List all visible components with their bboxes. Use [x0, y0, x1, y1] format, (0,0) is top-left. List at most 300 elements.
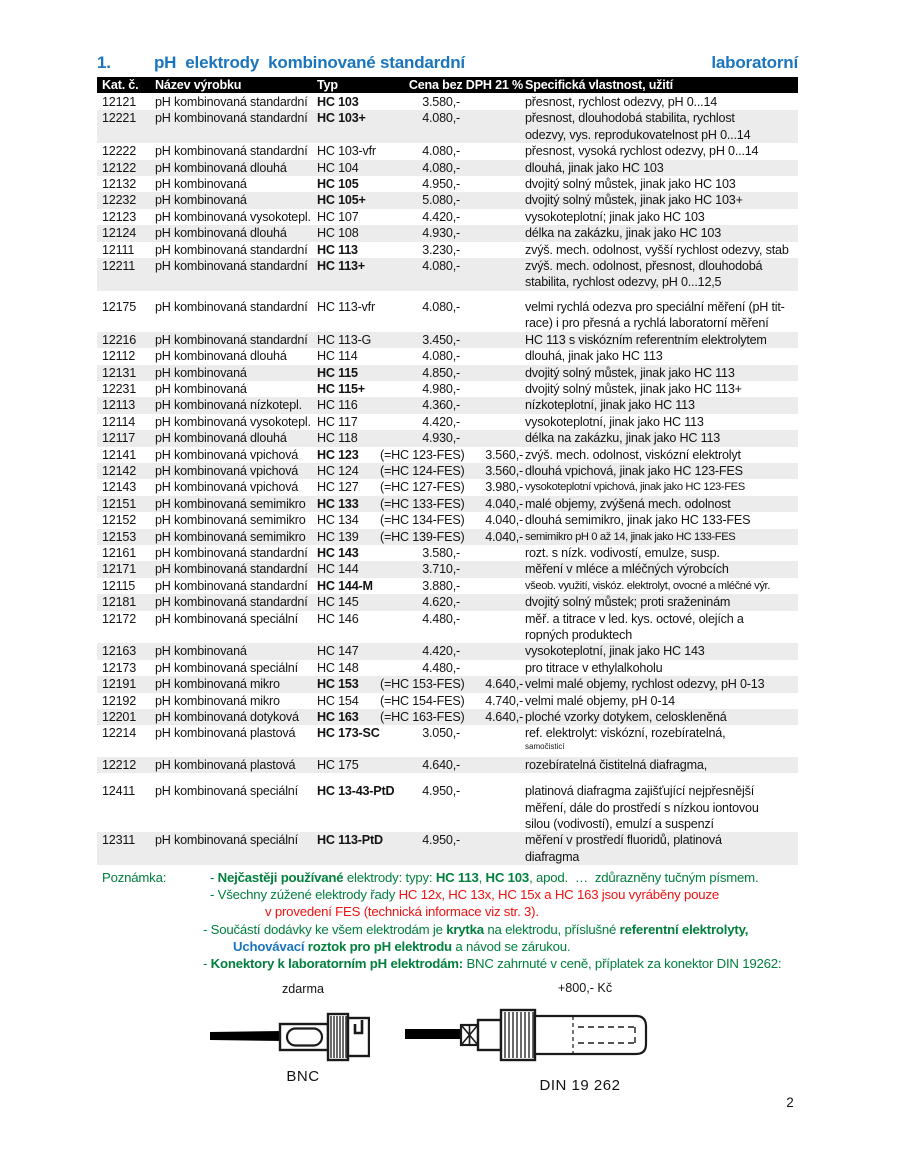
- table-header: [97, 77, 798, 93]
- cell-product-name: pH kombinovaná standardní: [155, 545, 308, 560]
- header-name: Název výrobku: [155, 78, 242, 92]
- cell-type-price: [317, 209, 525, 225]
- cell-type: HC 113-G: [317, 332, 372, 347]
- cell-price: 3.580,-: [422, 545, 460, 560]
- cell-price: 4.040,-: [485, 513, 523, 528]
- cell-description: [525, 94, 798, 110]
- description-line: přesnost, rychlost odezvy, pH 0...14: [525, 95, 718, 109]
- note-text: - Součástí dodávky ke všem elektrodám je: [203, 921, 447, 937]
- cell-type-fes: (=HC 124-FES): [380, 463, 465, 478]
- cell-catalog-number: 12113: [102, 398, 136, 413]
- note-text: v provedení FES (technická informace viz str. 3).: [265, 904, 539, 920]
- cell-product-name: pH kombinovaná standardní: [155, 259, 308, 274]
- cell-product-name: pH kombinovaná: [155, 644, 247, 659]
- description-line: zvýš. mech. odolnost, přesnost, dlouhodobá: [525, 259, 763, 274]
- cell-price: 3.450,-: [422, 332, 460, 347]
- description-line: měření v prostředí fluoridů, platinová: [525, 833, 722, 848]
- cell-description: [525, 832, 798, 865]
- cell-product-name: pH kombinovaná mikro: [155, 677, 280, 692]
- cell-type: HC 147: [317, 644, 359, 659]
- cell-type: HC 105: [317, 177, 359, 192]
- cell-type-price: [317, 430, 525, 446]
- cell-type-fes: (=HC 127-FES): [380, 480, 465, 495]
- cell-price: 3.560,-: [485, 463, 523, 478]
- cell-price: 3.560,-: [485, 447, 523, 462]
- cell-price: 4.950,-: [422, 833, 460, 848]
- cell-price: 4.420,-: [422, 414, 460, 429]
- section-title-right: laboratorní: [711, 53, 798, 72]
- cell-price: 4.080,-: [422, 160, 460, 175]
- header-spec: Specifická vlastnost, užití: [525, 78, 673, 92]
- table-row: [97, 529, 798, 545]
- note-text: a návod se zárukou.: [451, 938, 571, 954]
- cell-product-name: pH kombinovaná vysokotepl.: [155, 209, 311, 224]
- cell-type: HC 113+: [317, 259, 365, 274]
- cell-catalog-number: 12411: [102, 784, 136, 799]
- description-line: délka na zakázku, jinak jako HC 113: [525, 431, 721, 446]
- cell-catalog-number: 12231: [102, 381, 137, 396]
- cell-price: 4.620,-: [422, 595, 460, 610]
- cell-type: HC 143: [317, 545, 359, 560]
- cell-catalog-number: 12111: [102, 242, 135, 257]
- cell-catalog-number: 12181: [102, 595, 137, 610]
- description-line: platinová diafragma zajišťující nejpřesnější: [525, 784, 755, 799]
- cell-price: 3.880,-: [422, 578, 460, 593]
- cell-price: 4.640,-: [485, 710, 523, 725]
- cell-price: 4.480,-: [422, 611, 460, 626]
- table-row: [97, 160, 798, 176]
- table-row: [97, 693, 798, 709]
- cell-product-name: pH kombinovaná speciální: [155, 611, 298, 626]
- description-line: přesnost, vysoká rychlost odezvy, pH 0...14: [525, 144, 759, 159]
- cell-catalog-number: 12131: [102, 365, 137, 380]
- cell-catalog-number: 12192: [102, 693, 137, 708]
- notes-label: Poznámka:: [102, 870, 167, 885]
- table-row: [97, 242, 798, 258]
- din-connector-drawing: [405, 999, 660, 1075]
- cell-type-price: [317, 561, 525, 577]
- cell-price: 4.980,-: [422, 381, 460, 396]
- cell-catalog-number: 12311: [102, 833, 136, 848]
- cell-catalog-number: 12172: [102, 611, 137, 626]
- cell-product-name: pH kombinovaná standardní: [155, 242, 308, 257]
- cell-type-fes: (=HC 139-FES): [380, 529, 465, 544]
- cell-catalog-number: 12232: [102, 193, 137, 208]
- cell-catalog-number: 12112: [102, 349, 136, 364]
- cell-type: HC 113-vfr: [317, 299, 375, 314]
- cell-product-name: pH kombinovaná: [155, 381, 247, 396]
- cell-type: HC 175: [317, 757, 359, 772]
- cell-price: 4.080,-: [422, 259, 460, 274]
- cell-type-price: [317, 676, 525, 692]
- cell-product-name: pH kombinovaná standardní: [155, 95, 308, 109]
- cell-type: HC 144-M: [317, 578, 373, 593]
- cell-product-name: pH kombinovaná semimikro: [155, 513, 306, 528]
- table-row: [97, 757, 798, 773]
- cell-description: [525, 676, 798, 692]
- cell-product-name: pH kombinovaná standardní: [155, 111, 308, 126]
- table-row: [97, 332, 798, 348]
- cell-type: HC 144: [317, 562, 359, 577]
- note-line: [210, 886, 817, 903]
- cell-type: HC 107: [317, 209, 359, 224]
- cell-product-name: pH kombinovaná standardní: [155, 332, 308, 347]
- header-price: Cena bez DPH 21 %: [408, 78, 523, 92]
- description-line: diafragma: [525, 849, 580, 864]
- description-line: zvýš. mech. odolnost, vyšší rychlost odezvy, stab: [525, 242, 789, 257]
- cell-type: HC 153: [317, 677, 359, 692]
- cell-type: HC 113-PtD: [317, 833, 383, 848]
- note-text: elektrody: typy:: [343, 870, 436, 885]
- cell-type-fes: (=HC 134-FES): [380, 513, 465, 528]
- bnc-price-label: zdarma: [282, 982, 324, 996]
- cell-product-name: pH kombinovaná: [155, 365, 247, 380]
- table-row: [97, 348, 798, 364]
- note-line: [203, 955, 817, 972]
- cell-description: [525, 110, 798, 143]
- cell-type-price: [317, 143, 525, 159]
- cell-catalog-number: 12214: [102, 726, 137, 741]
- table-row: [97, 397, 798, 413]
- cell-type: HC 103: [317, 95, 359, 109]
- notes-section: [97, 869, 817, 972]
- cell-description: [525, 332, 798, 348]
- cell-catalog-number: 12142: [102, 463, 137, 478]
- cell-type: HC 104: [317, 160, 359, 175]
- table-row: [97, 512, 798, 528]
- cell-price: 4.040,-: [485, 529, 523, 544]
- cell-type-price: [317, 709, 525, 725]
- description-line: délka na zakázku, jinak jako HC 103: [525, 226, 722, 241]
- cell-product-name: pH kombinovaná semimikro: [155, 496, 306, 511]
- cell-product-name: pH kombinovaná dlouhá: [155, 226, 287, 241]
- table-row: [97, 381, 798, 397]
- cell-type-fes: (=HC 163-FES): [380, 710, 465, 725]
- table-row: [97, 611, 798, 644]
- cell-type: HC 117: [317, 414, 358, 429]
- table-row: [97, 447, 798, 463]
- table-row: [97, 832, 798, 865]
- din-price-label: +800,- Kč: [557, 981, 613, 995]
- note-text: HC 12x, HC 13x, HC 15x a HC 163 jsou vyráběny pouze: [398, 887, 719, 903]
- description-line: všeob. využití, viskóz. elektrolyt, ovocné a mléčné výr.: [525, 579, 770, 592]
- cell-description: [525, 611, 798, 644]
- cell-description: [525, 783, 798, 832]
- cell-description: [525, 348, 798, 364]
- cell-description: [525, 512, 798, 528]
- description-line: stabilita, rychlost odezvy, pH 0...12,5: [525, 275, 722, 290]
- cell-type: HC 127: [317, 480, 359, 495]
- description-line: vysokoteplotní vpichová, jinak jako HC 123-FES: [525, 481, 745, 494]
- cell-description: [525, 479, 798, 495]
- cell-price: 4.850,-: [422, 365, 460, 380]
- description-line: dlouhá semimikro, jinak jako HC 133-FES: [525, 513, 751, 528]
- cell-catalog-number: 12201: [102, 710, 137, 725]
- cell-type: HC 133: [317, 496, 359, 511]
- cell-type-price: [317, 332, 525, 348]
- table-body: [97, 94, 798, 865]
- cell-price: 4.950,-: [422, 177, 460, 192]
- table-row: [97, 365, 798, 381]
- cell-type: HC 146: [317, 611, 359, 626]
- cell-catalog-number: 12123: [102, 209, 137, 224]
- cell-catalog-number: 12161: [102, 545, 137, 560]
- cell-type: HC 145: [317, 595, 359, 610]
- cell-price: 3.980,-: [485, 480, 523, 495]
- cell-description: [525, 643, 798, 659]
- row-gap: [97, 291, 798, 299]
- cell-product-name: pH kombinovaná nízkotepl.: [155, 398, 302, 413]
- table-row: [97, 463, 798, 479]
- cell-type-price: [317, 757, 525, 773]
- cell-description: [525, 594, 798, 610]
- cell-type-price: [317, 643, 525, 659]
- table-row: [97, 94, 798, 110]
- cell-type: HC 108: [317, 226, 359, 241]
- table-row: [97, 299, 798, 332]
- cell-type-price: [317, 832, 525, 865]
- table-row: [97, 578, 798, 594]
- cell-type-fes: (=HC 133-FES): [380, 496, 465, 511]
- cell-product-name: pH kombinovaná speciální: [155, 660, 298, 675]
- table-row: [97, 430, 798, 446]
- cell-product-name: pH kombinovaná dlouhá: [155, 349, 287, 364]
- cell-product-name: pH kombinovaná standardní: [155, 562, 308, 577]
- cell-catalog-number: 12124: [102, 226, 137, 241]
- cell-product-name: pH kombinovaná plastová: [155, 757, 296, 772]
- description-line: dvojitý solný můstek, jinak jako HC 113: [525, 365, 735, 380]
- description-line: dvojitý solný můstek, jinak jako HC 103+: [525, 193, 743, 208]
- cell-description: [525, 225, 798, 241]
- cell-type: HC 114: [317, 349, 358, 364]
- cell-catalog-number: 12173: [102, 660, 137, 675]
- cell-type: HC 118: [317, 431, 358, 446]
- cell-type-price: [317, 512, 525, 528]
- cell-type-fes: (=HC 153-FES): [380, 677, 465, 692]
- cell-product-name: pH kombinovaná standardní: [155, 578, 308, 593]
- cell-type-price: [317, 94, 525, 110]
- cell-description: [525, 397, 798, 413]
- note-text: HC 113: [435, 870, 479, 885]
- cell-product-name: pH kombinovaná dlouhá: [155, 431, 287, 446]
- note-text: -: [203, 956, 211, 972]
- note-text: na elektrodu, příslušné: [483, 921, 620, 937]
- cell-price: 3.710,-: [422, 562, 460, 577]
- table-row: [97, 545, 798, 561]
- cell-catalog-number: 12121: [102, 95, 137, 109]
- cell-type-price: [317, 110, 525, 143]
- cell-catalog-number: 12115: [102, 578, 136, 593]
- cell-type-price: [317, 463, 525, 479]
- note-line: [203, 921, 817, 938]
- cell-product-name: pH kombinovaná: [155, 193, 247, 208]
- cell-price: 3.230,-: [422, 242, 460, 257]
- bnc-connector-drawing: [210, 1007, 370, 1071]
- table-row: [97, 496, 798, 512]
- description-line: velmi rychlá odezva pro speciální měření (pH tit-: [525, 299, 785, 314]
- description-line: vysokoteplotní, jinak jako HC 113: [525, 414, 704, 429]
- cell-description: [525, 209, 798, 225]
- cell-catalog-number: 12221: [102, 111, 137, 126]
- cell-type: HC 163: [317, 710, 359, 725]
- description-line: měření v mléce a mléčných výrobcích: [525, 562, 729, 577]
- cell-type-price: [317, 611, 525, 644]
- cell-catalog-number: 12222: [102, 144, 137, 159]
- description-line: velmi malé objemy, pH 0-14: [525, 693, 675, 708]
- description-line: dlouhá, jinak jako HC 103: [525, 160, 664, 175]
- cell-type: HC 173-SC: [317, 726, 380, 741]
- description-line: nízkoteplotní, jinak jako HC 113: [525, 398, 695, 413]
- cell-description: [525, 529, 798, 545]
- cell-description: [525, 447, 798, 463]
- cell-type-fes: (=HC 154-FES): [380, 693, 465, 708]
- cell-price: 4.080,-: [422, 144, 460, 159]
- cell-type-price: [317, 381, 525, 397]
- cell-type: HC 124: [317, 463, 359, 478]
- cell-type-price: [317, 447, 525, 463]
- cell-price: 4.640,-: [422, 757, 460, 772]
- description-line: HC 113 s viskózním referentním elektrolytem: [525, 332, 767, 347]
- cell-type-fes: (=HC 123-FES): [380, 447, 465, 462]
- cell-description: [525, 160, 798, 176]
- cell-description: [525, 299, 798, 332]
- cell-price: 4.930,-: [422, 226, 460, 241]
- bnc-caption: BNC: [286, 1068, 320, 1085]
- cell-catalog-number: 12191: [102, 677, 137, 692]
- table-row: [97, 225, 798, 241]
- cell-price: 4.480,-: [422, 660, 460, 675]
- cell-description: [525, 709, 798, 725]
- table-row: [97, 783, 798, 832]
- cell-type: HC 115+: [317, 381, 365, 396]
- description-line: rozt. s nízk. vodivostí, emulze, susp.: [525, 545, 720, 560]
- cell-price: 4.080,-: [422, 111, 460, 126]
- cell-description: [525, 430, 798, 446]
- cell-price: 4.080,-: [422, 349, 460, 364]
- cell-price: 4.640,-: [485, 677, 523, 692]
- header-typ: Typ: [317, 78, 338, 92]
- table-row: [97, 709, 798, 725]
- cell-description: [525, 561, 798, 577]
- cell-catalog-number: 12141: [102, 447, 137, 462]
- cell-description: [525, 192, 798, 208]
- description-subnote: samočisticí: [525, 741, 565, 751]
- cell-type-price: [317, 725, 525, 750]
- cell-catalog-number: 12132: [102, 177, 137, 192]
- cell-type-price: [317, 479, 525, 495]
- description-line: vysokoteplotní; jinak jako HC 103: [525, 209, 705, 224]
- cell-price: 3.050,-: [422, 726, 460, 741]
- description-line: velmi malé objemy, rychlost odezvy, pH 0-13: [525, 677, 765, 692]
- table-row: [97, 725, 798, 750]
- cell-type-price: [317, 545, 525, 561]
- cell-type: HC 139: [317, 529, 359, 544]
- cell-description: [525, 381, 798, 397]
- note-text: BNC zahrnuté v ceně, příplatek za konektor DIN 19262:: [463, 956, 782, 972]
- note-line: [233, 938, 817, 955]
- cell-type: HC 115: [317, 365, 358, 380]
- note-text: HC 103: [485, 870, 530, 885]
- cell-catalog-number: 12153: [102, 529, 137, 544]
- cell-type-price: [317, 693, 525, 709]
- cell-type: HC 154: [317, 693, 359, 708]
- cell-type-price: [317, 529, 525, 545]
- cell-type-price: [317, 594, 525, 610]
- cell-description: [525, 463, 798, 479]
- cell-type-price: [317, 660, 525, 676]
- cell-product-name: pH kombinovaná plastová: [155, 726, 296, 741]
- row-gap: [97, 773, 798, 783]
- cell-type-price: [317, 365, 525, 381]
- page-number: 2: [786, 1095, 794, 1110]
- note-text: referentní elektrolyty,: [619, 921, 749, 937]
- cell-product-name: pH kombinovaná vpichová: [155, 447, 299, 462]
- section-number: 1.: [97, 53, 111, 72]
- description-line: ploché vzorky dotykem, celoskleněná: [525, 710, 727, 725]
- description-line: dlouhá, jinak jako HC 113: [525, 349, 663, 364]
- cell-type: HC 123: [317, 447, 359, 462]
- note-text: Nejčastěji používané: [217, 870, 344, 885]
- description-line: rozebíratelná čistitelná diafragma,: [525, 757, 708, 772]
- cell-type-price: [317, 299, 525, 332]
- cell-product-name: pH kombinovaná standardní: [155, 299, 308, 314]
- cell-description: [525, 176, 798, 192]
- description-line: měř. a titrace v led. kys. octové, olejích a: [525, 611, 744, 626]
- description-line: ropných produktech: [525, 628, 633, 642]
- description-line: semimikro pH 0 až 14, jinak jako HC 133-FES: [525, 530, 736, 543]
- cell-catalog-number: 12143: [102, 480, 137, 495]
- note-text: krytka: [446, 921, 484, 937]
- description-line: dvojitý solný můstek, jinak jako HC 103: [525, 177, 736, 192]
- note-text: ,: [478, 870, 486, 885]
- cell-description: [525, 496, 798, 512]
- cell-catalog-number: 12152: [102, 513, 137, 528]
- cell-description: [525, 757, 798, 773]
- note-text: Konektory k laboratorním pH elektrodám:: [210, 956, 463, 972]
- cell-type: HC 105+: [317, 193, 366, 208]
- header-kat: Kat. č.: [102, 78, 139, 92]
- cell-product-name: pH kombinovaná dotyková: [155, 710, 299, 725]
- table-row: [97, 176, 798, 192]
- cell-type: HC 148: [317, 660, 359, 675]
- cell-product-name: pH kombinovaná speciální: [155, 833, 298, 848]
- cell-product-name: pH kombinovaná vpichová: [155, 480, 299, 495]
- cell-type-price: [317, 160, 525, 176]
- description-line: ref. elektrolyt: viskózní, rozebíratelná,: [525, 726, 726, 741]
- note-line: [210, 869, 817, 886]
- cell-type-price: [317, 225, 525, 241]
- cell-price: 5.080,-: [422, 193, 460, 208]
- note-line: [265, 903, 817, 920]
- table-row: [97, 660, 798, 676]
- table-row: [97, 594, 798, 610]
- description-line: pro titrace v ethylalkoholu: [525, 660, 663, 675]
- cell-description: [525, 578, 798, 594]
- cell-price: 4.040,-: [485, 496, 523, 511]
- table-row: [97, 143, 798, 159]
- cell-catalog-number: 12171: [102, 562, 137, 577]
- table-row: [97, 110, 798, 143]
- description-line: dlouhá vpichová, jinak jako HC 123-FES: [525, 463, 743, 478]
- cell-description: [525, 545, 798, 561]
- cell-type-price: [317, 783, 525, 832]
- cell-price: 3.580,-: [422, 95, 460, 109]
- description-line: dvojitý solný můstek, jinak jako HC 113+: [525, 381, 742, 396]
- cell-catalog-number: 12117: [102, 431, 136, 446]
- cell-description: [525, 660, 798, 676]
- cell-catalog-number: 12122: [102, 160, 137, 175]
- note-text: - Všechny zúžené elektrody řady: [210, 887, 399, 903]
